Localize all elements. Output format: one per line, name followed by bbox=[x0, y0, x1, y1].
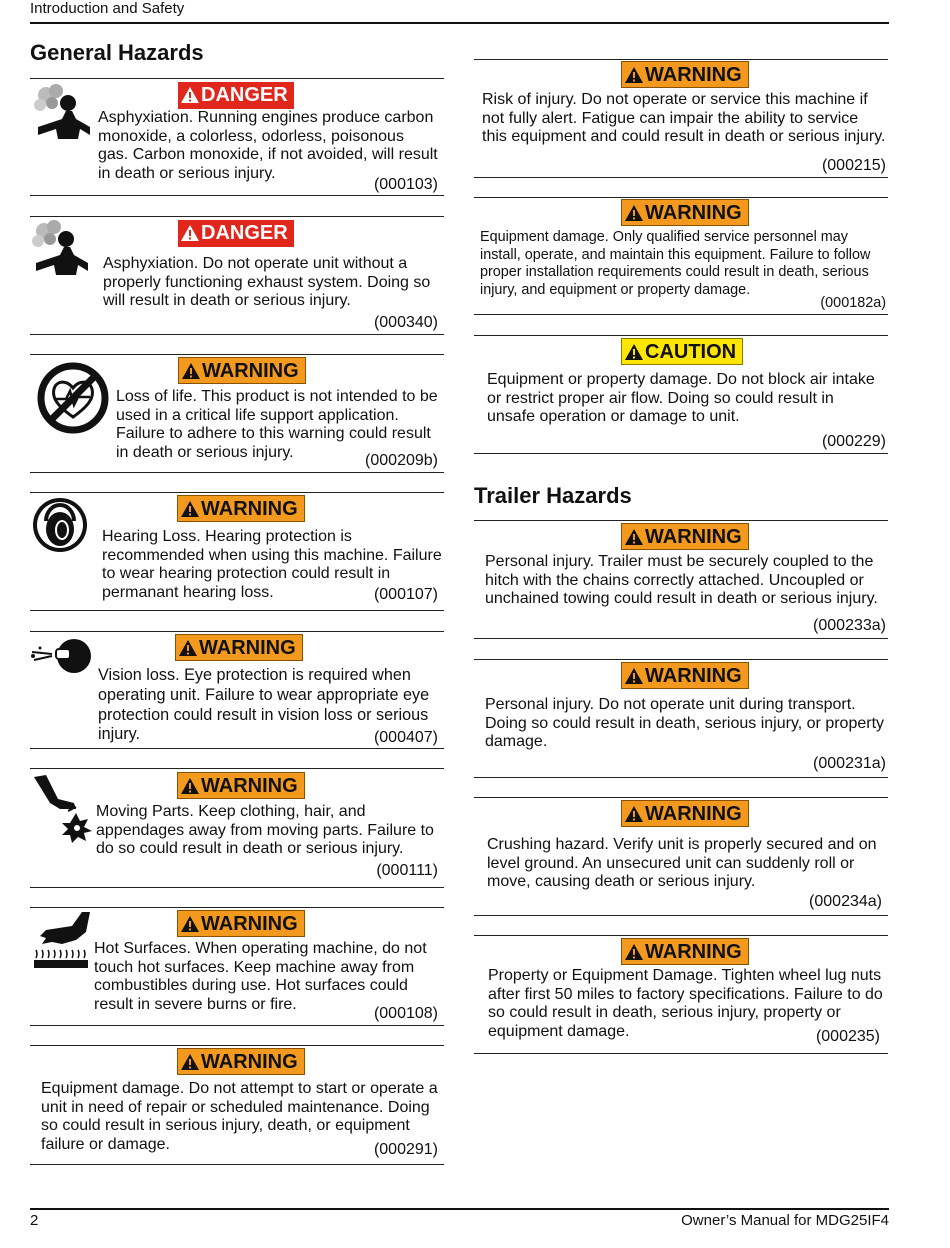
hazard-block bbox=[474, 520, 888, 639]
hazard-text: Asphyxiation. Do not operate unit without a properly functioning exhaust system. Doing so will result in death or serious injury. bbox=[103, 255, 431, 309]
signal-word: WARNING bbox=[645, 941, 742, 963]
page-number: 2 bbox=[30, 1212, 39, 1229]
signal-word: WARNING bbox=[645, 64, 742, 86]
warning-badge bbox=[175, 634, 303, 661]
alert-triangle-icon bbox=[180, 1053, 200, 1071]
hazard-code: (000235) bbox=[815, 1028, 880, 1045]
signal-word: WARNING bbox=[201, 1051, 298, 1073]
hazard-block bbox=[30, 631, 444, 749]
hazard-code: (000215) bbox=[821, 157, 886, 174]
hazard-block bbox=[474, 935, 888, 1054]
signal-word: WARNING bbox=[645, 803, 742, 825]
signal-word: WARNING bbox=[201, 913, 298, 935]
hazard-block bbox=[474, 797, 888, 916]
warning-badge bbox=[621, 938, 749, 965]
running-header: Introduction and Safety bbox=[30, 0, 185, 17]
alert-triangle-icon bbox=[624, 343, 644, 361]
hazard-text: Equipment damage. Only qualified service personnel may install, operate, and maintain this equipment. Failure to follow proper installation requirements could result in death, serious injury, and equipment or property damage. bbox=[480, 229, 871, 298]
hazard-text: Personal injury. Trailer must be securely coupled to the hitch with the chains correctly attached. Uncoupled or unchained towing could result in death or serious injury. bbox=[485, 553, 878, 607]
warning-badge bbox=[177, 910, 305, 937]
alert-triangle-icon bbox=[624, 805, 644, 823]
warning-badge bbox=[177, 495, 305, 522]
hazard-text: Moving Parts. Keep clothing, hair, and appendages away from moving parts. Failure to do so could result in death or serious injury. bbox=[96, 803, 434, 857]
alert-triangle-icon bbox=[178, 639, 198, 657]
footer-rule bbox=[30, 1208, 889, 1210]
section-title-trailer-hazards: Trailer Hazards bbox=[474, 483, 632, 508]
hazard-block bbox=[30, 492, 444, 611]
hazard-text: Equipment damage. Do not attempt to start or operate a unit in need of repair or scheduled maintenance. Doing so could result in serious injury, death, or equipment failure or damage. bbox=[41, 1080, 438, 1153]
signal-word: WARNING bbox=[201, 775, 298, 797]
hazard-text: Risk of injury. Do not operate or service this machine if not fully alert. Fatigue can impair the ability to service this equipment and could result in death or serious injury. bbox=[482, 91, 886, 145]
hazard-code: (000111) bbox=[376, 862, 438, 879]
hazard-code: (000231a) bbox=[813, 755, 886, 772]
hazard-text: Hearing Loss. Hearing protection is recommended when using this machine. Failure to wear hearing protection could result in permanant hearing loss. bbox=[102, 528, 442, 601]
toxic-gas-icon bbox=[32, 83, 92, 139]
hazard-text: Hot Surfaces. When operating machine, do not touch hot surfaces. Keep machine away from combustibles during use. Hot surfaces could result in severe burns or fire. bbox=[94, 940, 427, 1013]
hazard-block bbox=[30, 78, 444, 196]
hazard-block bbox=[474, 335, 888, 454]
hazard-code: (000103) bbox=[373, 176, 438, 193]
warning-badge bbox=[177, 1048, 305, 1075]
hazard-block bbox=[474, 659, 888, 778]
signal-word: WARNING bbox=[645, 526, 742, 548]
hazard-code: (000209b) bbox=[365, 452, 438, 469]
alert-triangle-icon bbox=[180, 777, 200, 795]
manual-title: Owner’s Manual for MDG25IF4 bbox=[681, 1212, 889, 1229]
signal-word: DANGER bbox=[201, 84, 288, 106]
eye-protection-icon bbox=[30, 634, 92, 678]
hazard-text: Crushing hazard. Verify unit is properly secured and on level ground. An unsecured unit can suddenly roll or move, causing death or serious injury. bbox=[487, 836, 877, 890]
hazard-code: (000234a) bbox=[809, 893, 882, 910]
signal-word: WARNING bbox=[199, 637, 296, 659]
hazard-block bbox=[474, 59, 888, 178]
danger-badge bbox=[178, 82, 294, 109]
signal-word: CAUTION bbox=[645, 341, 737, 363]
warning-badge bbox=[621, 199, 749, 226]
hazard-code: (000182a) bbox=[820, 295, 886, 311]
hazard-block bbox=[474, 197, 888, 315]
hazard-text: Equipment or property damage. Do not block air intake or restrict proper air flow. Doing so could result in unsafe operation or damage to unit. bbox=[487, 371, 875, 425]
section-title-general-hazards: General Hazards bbox=[30, 40, 204, 65]
alert-triangle-icon bbox=[624, 943, 644, 961]
warning-badge bbox=[621, 800, 749, 827]
caution-badge bbox=[621, 338, 743, 365]
signal-word: WARNING bbox=[645, 202, 742, 224]
hot-surface-icon bbox=[32, 910, 94, 972]
hazard-text: Asphyxiation. Running engines produce carbon monoxide, a colorless, odorless, poisonous gas. Carbon monoxide, if not avoided, will result in death or serious injury. bbox=[98, 109, 438, 182]
warning-badge bbox=[621, 61, 749, 88]
hazard-block bbox=[30, 768, 444, 888]
hazard-code: (000233a) bbox=[813, 617, 886, 634]
hazard-text: Vision loss. Eye protection is required when operating unit. Failure to wear appropriate eye protection could result in vision loss or serious injury. bbox=[98, 666, 430, 744]
no-life-support-icon bbox=[36, 361, 110, 435]
alert-triangle-icon bbox=[624, 667, 644, 685]
hazard-text: Personal injury. Do not operate unit during transport. Doing so could result in death, serious injury, or property damage. bbox=[485, 696, 885, 750]
hearing-protection-icon bbox=[32, 497, 88, 553]
signal-word: WARNING bbox=[645, 665, 742, 687]
warning-badge bbox=[178, 357, 306, 384]
warning-badge bbox=[621, 523, 749, 550]
alert-triangle-icon bbox=[180, 915, 200, 933]
hazard-text: Loss of life. This product is not intended to be used in a critical life support application. Failure to adhere to this warning could result in death or serious injury. bbox=[116, 388, 438, 461]
hazard-code: (000107) bbox=[373, 586, 438, 603]
signal-word: DANGER bbox=[201, 222, 288, 244]
hazard-text: Property or Equipment Damage. Tighten wheel lug nuts after first 50 miles to factory specifications. Failure to do so could result in death, serious injury, property or equipment damage. bbox=[488, 967, 883, 1040]
alert-triangle-icon bbox=[624, 204, 644, 222]
alert-triangle-icon bbox=[180, 224, 200, 242]
warning-badge bbox=[621, 662, 749, 689]
hazard-code: (000407) bbox=[373, 729, 438, 746]
hazard-code: (000340) bbox=[373, 314, 438, 331]
hazard-block bbox=[30, 354, 444, 473]
alert-triangle-icon bbox=[624, 528, 644, 546]
hazard-block bbox=[30, 216, 444, 335]
hazard-code: (000108) bbox=[373, 1005, 438, 1022]
signal-word: WARNING bbox=[201, 498, 298, 520]
danger-badge bbox=[178, 220, 294, 247]
hazard-code: (000291) bbox=[373, 1141, 438, 1158]
hazard-block bbox=[30, 1045, 444, 1165]
alert-triangle-icon bbox=[180, 86, 200, 104]
alert-triangle-icon bbox=[180, 500, 200, 518]
moving-parts-icon bbox=[30, 773, 92, 845]
alert-triangle-icon bbox=[181, 362, 201, 380]
hazard-code: (000229) bbox=[821, 433, 886, 450]
signal-word: WARNING bbox=[202, 360, 299, 382]
alert-triangle-icon bbox=[624, 66, 644, 84]
warning-badge bbox=[177, 772, 305, 799]
hazard-block bbox=[30, 907, 444, 1026]
header-rule bbox=[30, 22, 889, 24]
toxic-gas-icon bbox=[30, 219, 90, 275]
